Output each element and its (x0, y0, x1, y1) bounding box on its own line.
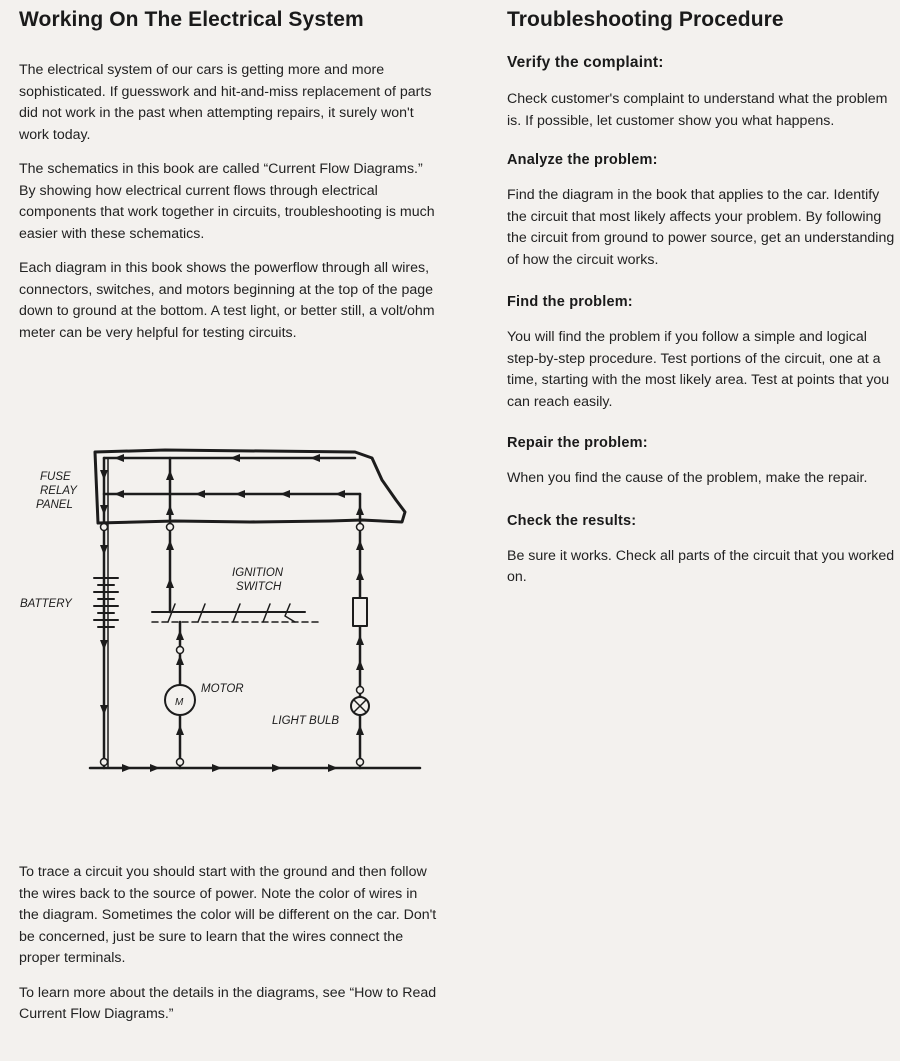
trace-paragraph-1: To trace a circuit you should start with the ground and then follow the wires back to the source of power. Note the color of wires in the diagram. Sometimes the color will be different on the car. Don't be concerned, just be sure to learn that the wires connect the proper terminals. (19, 864, 437, 966)
intro-paragraph-1: The electrical system of our cars is getting more and more sophisticated. If guesswork and hit-and-miss replacement of parts did not work in the past when attempting repairs, it surely won't work today. (19, 62, 432, 143)
battery-symbol (94, 578, 118, 627)
intro-paragraph-2: The schematics in this book are called “Current Flow Diagrams.” By showing how electrical current flows through electrical components that work together in circuits, troubleshooting is much easier with these schematics. (19, 161, 435, 242)
intro-paragraph-3: Each diagram in this book shows the powerflow through all wires, connectors, switches, and motors beginning at the top of the page down to ground at the bottom. A test light, or better still, a volt/ohm meter can be very helpful for testing circuits. (19, 260, 435, 341)
fuse-label-line1: FUSE (40, 471, 71, 483)
fuse-symbol (353, 598, 367, 626)
section-heading-verify: Verify the complaint: (507, 54, 664, 71)
trace-paragraph-2: To learn more about the details in the diagrams, see “How to Read Current Flow Diagrams.” (19, 984, 437, 1022)
section-text-verify: Check customer's complaint to understand what the problem is. If possible, let customer show you what happens. (507, 91, 888, 129)
section-heading-find: Find the problem: (507, 294, 633, 310)
section-text-repair: When you find the cause of the problem, make the repair. (507, 470, 868, 486)
section-heading-analyze: Analyze the problem: (507, 152, 658, 168)
section-text-analyze: Find the diagram in the book that applies to the car. Identify the circuit that most likely affects your problem. By following the circuit from ground to power source, get an understanding of how the circuit works. (507, 187, 895, 268)
fuse-label-line2: RELAY (40, 485, 77, 497)
left-column (19, 8, 439, 344)
trace-circuit-text (19, 862, 439, 1026)
section-text-check: Be sure it works. Check all parts of the circuit that you worked on. (507, 547, 895, 585)
right-column (507, 8, 899, 589)
motor-glyph: M (175, 697, 184, 708)
section-heading-repair: Repair the problem: (507, 435, 648, 451)
left-title: Working On The Electrical System (19, 8, 364, 31)
ignition-label-line1: IGNITION (232, 567, 284, 579)
motor-label: MOTOR (201, 683, 244, 695)
section-text-find: You will find the problem if you follow a simple and logical step-by-step procedure. Test portions of the circuit, one at a time, starting with the most likely area. Test at points that you can reach easily. (507, 329, 890, 410)
section-heading-check: Check the results: (507, 512, 637, 529)
light-bulb-label: LIGHT BULB (272, 715, 340, 727)
right-title: Troubleshooting Procedure (507, 8, 784, 31)
battery-label: BATTERY (20, 598, 72, 610)
current-flow-diagram (0, 430, 440, 790)
fuse-label-line3: PANEL (36, 499, 73, 511)
ignition-label-line2: SWITCH (236, 581, 282, 593)
